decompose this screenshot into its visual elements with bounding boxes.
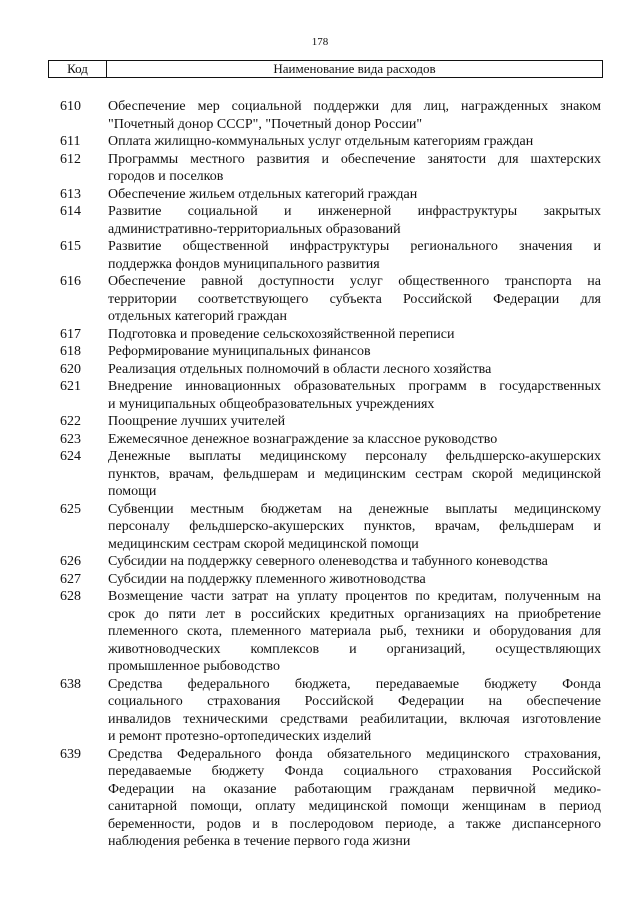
row-name bbox=[108, 343, 601, 361]
row-name-line: Развитие социальной и инженерной инфраструктуры закрытых bbox=[108, 204, 601, 219]
row-name-line: Возмещение части затрат на уплату процентов по кредитам, полученным на bbox=[108, 589, 601, 604]
expense-types-list bbox=[60, 98, 601, 851]
row-name-line: животноводческих комплексов и организаций, осуществляющих bbox=[108, 641, 601, 657]
header-code: Код bbox=[49, 61, 107, 77]
row-name-line: промышленное рыбоводство bbox=[108, 659, 280, 674]
row-name bbox=[108, 133, 601, 151]
row-name bbox=[108, 238, 601, 273]
row-name-line: инвалидов техническими средствами реабилитации, включая изготовление bbox=[108, 711, 601, 727]
row-name-line: Обеспечение равной доступности услуг общественного транспорта на bbox=[108, 274, 601, 289]
row-name-line: Подготовка и проведение сельскохозяйственной переписи bbox=[108, 326, 455, 342]
row-code: 610 bbox=[60, 99, 81, 114]
row-name-line: Средства Федерального фонда обязательного медицинского страхования, bbox=[108, 746, 601, 762]
row-name-line: территории соответствующего субъекта Российской Федерации для bbox=[108, 291, 601, 307]
row-name-line: Федерации на оказание работающим гражданам первичной медико- bbox=[108, 781, 601, 797]
row-code: 639 bbox=[60, 746, 81, 762]
table-row bbox=[60, 588, 601, 676]
row-code: 626 bbox=[60, 554, 81, 569]
row-name bbox=[108, 746, 601, 851]
row-name-line: персоналу фельдшерско-акушерских пунктов, врачам, фельдшерам и bbox=[108, 519, 601, 534]
row-name-line: Субвенции местным бюджетам на денежные выплаты медицинскому bbox=[108, 501, 601, 517]
row-name bbox=[108, 273, 601, 326]
table-row bbox=[60, 378, 601, 413]
row-code: 615 bbox=[60, 239, 81, 254]
row-code: 627 bbox=[60, 571, 81, 587]
row-name-line: Субсидии на поддержку северного оленеводства и табунного коневодства bbox=[108, 554, 548, 569]
row-name-line: Развитие общественной инфраструктуры регионального значения и bbox=[108, 239, 601, 254]
row-code: 617 bbox=[60, 326, 81, 342]
row-name-line: "Почетный донор СССР", "Почетный донор России" bbox=[108, 116, 423, 132]
row-name-line: санитарной помощи, оплату медицинской помощи женщинам в период bbox=[108, 799, 601, 814]
row-name-line: социального страхования Российской Федерации на обеспечение bbox=[108, 694, 601, 709]
row-name bbox=[108, 588, 601, 676]
row-name-line: Программы местного развития и обеспечение занятости для шахтерских bbox=[108, 151, 601, 167]
page-number: 178 bbox=[311, 36, 329, 48]
row-name bbox=[108, 448, 601, 501]
row-name-line: Субсидии на поддержку племенного животноводства bbox=[108, 571, 426, 587]
row-name-line: срок до пяти лет в российских кредитных организациях на приобретение bbox=[108, 606, 601, 622]
row-code: 628 bbox=[60, 589, 81, 604]
row-name bbox=[108, 571, 601, 589]
table-row bbox=[60, 413, 601, 431]
row-name-line: помощи bbox=[108, 484, 157, 499]
row-name-line: Ежемесячное денежное вознаграждение за классное руководство bbox=[108, 431, 498, 447]
table-row bbox=[60, 676, 601, 746]
row-name-line: медицинским сестрам скорой медицинской помощи bbox=[108, 536, 419, 552]
row-code: 611 bbox=[60, 134, 81, 149]
row-name-line: передаваемые бюджету Фонда социального страхования Российской bbox=[108, 764, 601, 779]
row-code: 613 bbox=[60, 186, 81, 202]
row-code: 624 bbox=[60, 449, 81, 464]
row-name-line: Денежные выплаты медицинскому персоналу фельдшерско-акушерских bbox=[108, 449, 601, 464]
row-name-line: Поощрение лучших учителей bbox=[108, 414, 286, 429]
table-row bbox=[60, 448, 601, 501]
row-name-line: племенного скота, племенного материала рыб, техники и оборудования для bbox=[108, 624, 601, 639]
row-name-line: Внедрение инновационных образовательных программ в государственных bbox=[108, 379, 601, 394]
row-name-line: городов и поселков bbox=[108, 169, 224, 184]
row-code: 618 bbox=[60, 344, 81, 359]
row-name-line: Оплата жилищно-коммунальных услуг отдельным категориям граждан bbox=[108, 134, 534, 149]
row-code: 621 bbox=[60, 379, 81, 394]
row-code: 625 bbox=[60, 501, 81, 517]
table-row bbox=[60, 553, 601, 571]
row-code: 616 bbox=[60, 274, 81, 289]
row-name-line: административно-территориальных образований bbox=[108, 221, 401, 237]
row-name bbox=[108, 151, 601, 186]
row-code: 622 bbox=[60, 414, 81, 429]
row-name bbox=[108, 413, 601, 431]
row-name-line: и ремонт протезно-ортопедических изделий bbox=[108, 729, 372, 744]
table-row bbox=[60, 501, 601, 554]
table-row bbox=[60, 326, 601, 344]
header-name: Наименование вида расходов bbox=[273, 61, 436, 76]
row-name-line: и муниципальных общеобразовательных учреждениях bbox=[108, 396, 435, 412]
table-row bbox=[60, 431, 601, 449]
row-name-line: Реализация отдельных полномочий в области лесного хозяйства bbox=[108, 361, 492, 377]
row-code: 614 bbox=[60, 204, 81, 219]
table-row bbox=[60, 133, 601, 151]
row-name-line: пунктов, врачам, фельдшерам и медицинским сестрам скорой медицинской bbox=[108, 466, 601, 482]
table-row bbox=[60, 571, 601, 589]
table-row bbox=[60, 238, 601, 273]
row-name bbox=[108, 676, 601, 746]
row-code: 612 bbox=[60, 151, 81, 167]
table-row bbox=[60, 203, 601, 238]
row-name bbox=[108, 501, 601, 554]
row-name bbox=[108, 378, 601, 413]
row-name-line: Обеспечение жильем отдельных категорий граждан bbox=[108, 186, 418, 202]
table-row bbox=[60, 343, 601, 361]
row-name-line: отдельных категорий граждан bbox=[108, 309, 287, 324]
table-row bbox=[60, 151, 601, 186]
table-row bbox=[60, 98, 601, 133]
row-name-line: беременности, родов и в послеродовом периоде, а также диспансерного bbox=[108, 816, 601, 832]
table-row bbox=[60, 186, 601, 204]
row-code: 638 bbox=[60, 676, 81, 692]
table-row bbox=[60, 746, 601, 851]
row-name-line: Средства федерального бюджета, передаваемые бюджету Фонда bbox=[108, 676, 601, 692]
table-header bbox=[48, 60, 603, 78]
row-name bbox=[108, 98, 601, 133]
row-code: 623 bbox=[60, 431, 81, 447]
row-code: 620 bbox=[60, 361, 81, 377]
row-name-line: поддержка фондов муниципального развития bbox=[108, 256, 380, 272]
row-name bbox=[108, 431, 601, 449]
row-name bbox=[108, 553, 601, 571]
row-name-line: наблюдения ребенка в течение первого года жизни bbox=[108, 834, 411, 849]
row-name-line: Обеспечение мер социальной поддержки для лиц, награжденных знаком bbox=[108, 99, 601, 114]
table-row bbox=[60, 361, 601, 379]
row-name-line: Реформирование муниципальных финансов bbox=[108, 344, 371, 359]
row-name bbox=[108, 326, 601, 344]
row-name bbox=[108, 186, 601, 204]
row-name bbox=[108, 203, 601, 238]
row-name bbox=[108, 361, 601, 379]
table-row bbox=[60, 273, 601, 326]
